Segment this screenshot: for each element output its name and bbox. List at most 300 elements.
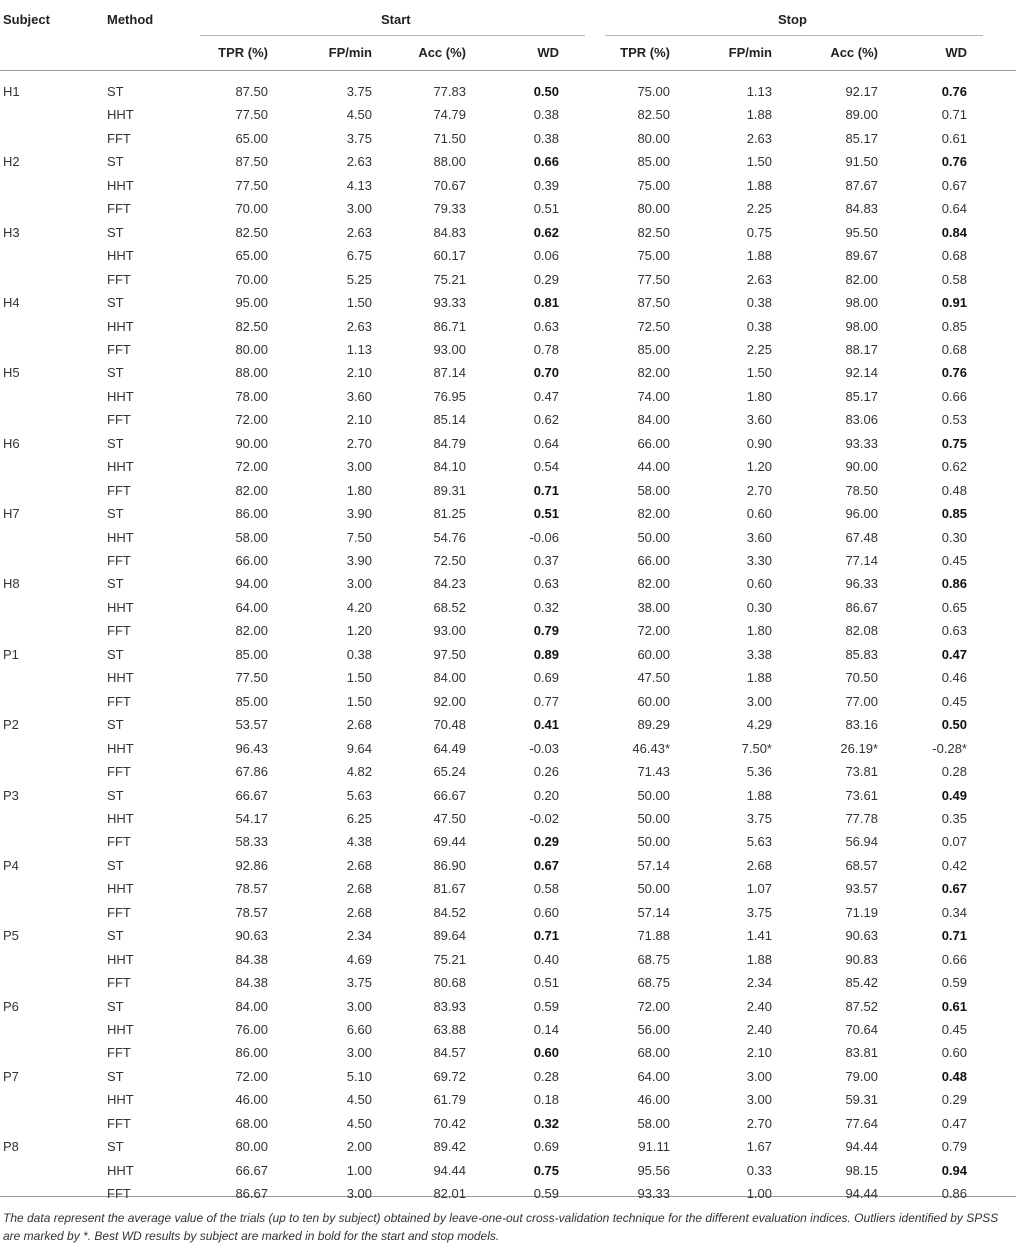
value-cell: 2.63 [746,272,772,287]
value-cell: 66.00 [235,553,268,568]
value-cell: 0.38 [533,131,559,146]
value-cell: 90.83 [845,952,878,967]
value-cell: 0.79 [941,1139,967,1154]
subheader-tpr-start: TPR (%) [218,45,268,60]
value-cell: 0.59 [941,975,967,990]
value-cell: 0.48 [941,1069,967,1084]
value-cell: 0.67 [533,858,559,873]
value-cell: 6.25 [346,811,372,826]
value-cell: 2.40 [746,999,772,1014]
value-cell: 3.75 [346,131,372,146]
value-cell: 3.60 [746,530,772,545]
value-cell: 3.90 [346,553,372,568]
value-cell: 2.25 [746,201,772,216]
value-cell: 77.64 [845,1116,878,1131]
method-cell: ST [107,717,124,732]
subject-cell: P1 [3,647,19,662]
stop-group-rule [605,35,983,36]
value-cell: 78.00 [235,389,268,404]
value-cell: 1.88 [746,107,772,122]
value-cell: 86.67 [845,600,878,615]
value-cell: 86.67 [235,1186,268,1201]
value-cell: 3.38 [746,647,772,662]
value-cell: 85.14 [433,412,466,427]
value-cell: 0.40 [533,952,559,967]
value-cell: 92.17 [845,84,878,99]
value-cell: 3.00 [346,1045,372,1060]
value-cell: 85.17 [845,389,878,404]
value-cell: 93.33 [845,436,878,451]
value-cell: 0.85 [941,506,967,521]
value-cell: 0.60 [533,1045,559,1060]
value-cell: 95.00 [235,295,268,310]
method-cell: HHT [107,881,134,896]
table-footnote: The data represent the average value of the trials (up to ten by subject) obtained by leave-one-out cross-validation technique for the different evaluation indices. Outliers identified by SPSS are marked by *. Best WD results by subject are marked in bold for the start and stop models. [3,1211,999,1243]
method-cell: HHT [107,178,134,193]
value-cell: 0.68 [941,342,967,357]
value-cell: 0.32 [533,600,559,615]
value-cell: 77.50 [235,107,268,122]
value-cell: 0.37 [533,553,559,568]
value-cell: 3.00 [746,1092,772,1107]
value-cell: 3.75 [746,811,772,826]
value-cell: 5.25 [346,272,372,287]
value-cell: 0.90 [746,436,772,451]
value-cell: 93.33 [637,1186,670,1201]
value-cell: 1.88 [746,670,772,685]
value-cell: 82.50 [637,107,670,122]
value-cell: 5.63 [746,834,772,849]
value-cell: 0.58 [533,881,559,896]
value-cell: 1.20 [746,459,772,474]
method-cell: FFT [107,201,131,216]
value-cell: 93.00 [433,623,466,638]
value-cell: 3.00 [346,999,372,1014]
value-cell: 89.42 [433,1139,466,1154]
value-cell: 0.45 [941,553,967,568]
value-cell: 68.75 [637,952,670,967]
value-cell: 87.52 [845,999,878,1014]
value-cell: 93.33 [433,295,466,310]
value-cell: 1.50 [346,295,372,310]
value-cell: 77.78 [845,811,878,826]
subject-cell: P4 [3,858,19,873]
value-cell: 2.34 [746,975,772,990]
value-cell: 3.60 [746,412,772,427]
value-cell: 57.14 [637,905,670,920]
subject-cell: P8 [3,1139,19,1154]
value-cell: 76.95 [433,389,466,404]
method-cell: HHT [107,248,134,263]
value-cell: 0.60 [533,905,559,920]
header-bottom-rule [0,70,1016,71]
value-cell: 87.50 [637,295,670,310]
value-cell: 0.76 [941,365,967,380]
value-cell: 50.00 [637,881,670,896]
value-cell: 68.00 [637,1045,670,1060]
value-cell: 75.00 [637,178,670,193]
value-cell: -0.03 [529,741,559,756]
method-cell: FFT [107,834,131,849]
value-cell: 0.91 [941,295,967,310]
value-cell: -0.02 [529,811,559,826]
value-cell: 3.90 [346,506,372,521]
value-cell: 0.61 [941,131,967,146]
value-cell: 73.81 [845,764,878,779]
subheader-wd-stop: WD [945,45,967,60]
value-cell: 80.68 [433,975,466,990]
value-cell: 0.71 [533,483,559,498]
value-cell: 0.42 [941,858,967,873]
value-cell: 71.43 [637,764,670,779]
value-cell: 84.83 [845,201,878,216]
value-cell: 83.81 [845,1045,878,1060]
value-cell: 67.86 [235,764,268,779]
value-cell: 89.29 [637,717,670,732]
value-cell: 1.88 [746,952,772,967]
method-cell: HHT [107,459,134,474]
value-cell: 1.88 [746,178,772,193]
value-cell: 0.76 [941,84,967,99]
subject-cell: H1 [3,84,20,99]
value-cell: 85.00 [637,154,670,169]
value-cell: 77.14 [845,553,878,568]
subject-cell: P5 [3,928,19,943]
value-cell: 0.50 [533,84,559,99]
value-cell: 80.00 [637,131,670,146]
value-cell: 4.69 [346,952,372,967]
value-cell: 5.63 [346,788,372,803]
value-cell: 90.00 [845,459,878,474]
value-cell: 82.00 [235,623,268,638]
value-cell: 78.57 [235,881,268,896]
value-cell: 79.33 [433,201,466,216]
value-cell: 38.00 [637,600,670,615]
header-start: Start [381,12,411,27]
value-cell: 67.48 [845,530,878,545]
method-cell: FFT [107,1045,131,1060]
value-cell: 0.71 [941,107,967,122]
value-cell: 2.70 [746,1116,772,1131]
value-cell: 71.19 [845,905,878,920]
value-cell: 0.67 [941,881,967,896]
value-cell: 0.58 [941,272,967,287]
value-cell: 78.50 [845,483,878,498]
method-cell: ST [107,295,124,310]
value-cell: 64.00 [637,1069,670,1084]
value-cell: 86.71 [433,319,466,334]
value-cell: 70.67 [433,178,466,193]
value-cell: 1.07 [746,881,772,896]
value-cell: 71.88 [637,928,670,943]
method-cell: HHT [107,389,134,404]
value-cell: 0.18 [533,1092,559,1107]
value-cell: 3.75 [346,84,372,99]
value-cell: 75.00 [637,248,670,263]
value-cell: 68.75 [637,975,670,990]
value-cell: 66.67 [235,1163,268,1178]
value-cell: 94.44 [845,1139,878,1154]
method-cell: HHT [107,811,134,826]
value-cell: 2.40 [746,1022,772,1037]
value-cell: 4.50 [346,107,372,122]
subject-cell: H3 [3,225,20,240]
value-cell: 1.50 [746,154,772,169]
value-cell: 70.00 [235,201,268,216]
value-cell: 46.00 [235,1092,268,1107]
value-cell: 89.67 [845,248,878,263]
value-cell: 0.28 [941,764,967,779]
value-cell: 50.00 [637,811,670,826]
value-cell: 2.68 [346,717,372,732]
value-cell: 74.79 [433,107,466,122]
value-cell: 0.06 [533,248,559,263]
value-cell: 4.29 [746,717,772,732]
value-cell: 0.84 [941,225,967,240]
value-cell: 50.00 [637,834,670,849]
value-cell: 78.57 [235,905,268,920]
method-cell: HHT [107,530,134,545]
value-cell: 0.60 [746,576,772,591]
subheader-fpmin-stop: FP/min [728,45,772,60]
value-cell: 73.61 [845,788,878,803]
value-cell: 0.59 [533,999,559,1014]
method-cell: HHT [107,319,134,334]
value-cell: 58.00 [637,483,670,498]
method-cell: HHT [107,1163,134,1178]
value-cell: 0.85 [941,319,967,334]
value-cell: 0.66 [941,952,967,967]
value-cell: 0.29 [941,1092,967,1107]
value-cell: 64.00 [235,600,268,615]
value-cell: 84.79 [433,436,466,451]
subject-cell: H7 [3,506,20,521]
value-cell: 0.29 [533,272,559,287]
method-cell: ST [107,84,124,99]
method-cell: ST [107,225,124,240]
method-cell: ST [107,647,124,662]
value-cell: 0.48 [941,483,967,498]
value-cell: 80.00 [235,342,268,357]
value-cell: 85.00 [235,694,268,709]
value-cell: 94.44 [433,1163,466,1178]
value-cell: 68.00 [235,1116,268,1131]
value-cell: 95.56 [637,1163,670,1178]
value-cell: 0.75 [941,436,967,451]
subject-cell: P2 [3,717,19,732]
value-cell: 0.47 [941,1116,967,1131]
value-cell: 1.88 [746,788,772,803]
value-cell: 81.25 [433,506,466,521]
value-cell: 0.78 [533,342,559,357]
method-cell: ST [107,576,124,591]
value-cell: 97.50 [433,647,466,662]
value-cell: 2.10 [746,1045,772,1060]
value-cell: 1.20 [346,623,372,638]
value-cell: 2.70 [346,436,372,451]
value-cell: 82.00 [845,272,878,287]
value-cell: 77.00 [845,694,878,709]
value-cell: 89.00 [845,107,878,122]
value-cell: 66.00 [637,553,670,568]
method-cell: HHT [107,107,134,122]
value-cell: 1.67 [746,1139,772,1154]
value-cell: 72.00 [235,1069,268,1084]
value-cell: 98.15 [845,1163,878,1178]
value-cell: 4.50 [346,1092,372,1107]
method-cell: FFT [107,764,131,779]
value-cell: 1.50 [746,365,772,380]
value-cell: 0.70 [533,365,559,380]
value-cell: 9.64 [346,741,372,756]
value-cell: 61.79 [433,1092,466,1107]
value-cell: 0.61 [941,999,967,1014]
method-cell: ST [107,506,124,521]
value-cell: 2.63 [746,131,772,146]
value-cell: 2.68 [346,905,372,920]
method-cell: FFT [107,623,131,638]
value-cell: 0.69 [533,670,559,685]
value-cell: 82.50 [637,225,670,240]
value-cell: 70.48 [433,717,466,732]
value-cell: 0.30 [941,530,967,545]
value-cell: 84.23 [433,576,466,591]
value-cell: 88.00 [433,154,466,169]
value-cell: 85.00 [637,342,670,357]
value-cell: 84.83 [433,225,466,240]
value-cell: 93.57 [845,881,878,896]
value-cell: 4.38 [346,834,372,849]
value-cell: 3.00 [746,1069,772,1084]
value-cell: 0.63 [941,623,967,638]
value-cell: 82.00 [235,483,268,498]
value-cell: 72.00 [235,412,268,427]
value-cell: 5.36 [746,764,772,779]
value-cell: 2.10 [346,365,372,380]
method-cell: FFT [107,412,131,427]
value-cell: 95.50 [845,225,878,240]
value-cell: 0.49 [941,788,967,803]
value-cell: 1.13 [746,84,772,99]
value-cell: 70.00 [235,272,268,287]
value-cell: 60.00 [637,694,670,709]
value-cell: 84.10 [433,459,466,474]
subject-cell: P3 [3,788,19,803]
value-cell: 0.71 [533,928,559,943]
value-cell: 87.67 [845,178,878,193]
value-cell: 0.35 [941,811,967,826]
value-cell: 0.38 [746,295,772,310]
subject-cell: H8 [3,576,20,591]
value-cell: 1.80 [746,623,772,638]
method-cell: FFT [107,975,131,990]
value-cell: 0.47 [533,389,559,404]
value-cell: 1.00 [746,1186,772,1201]
method-cell: ST [107,999,124,1014]
value-cell: 0.50 [941,717,967,732]
value-cell: 0.81 [533,295,559,310]
method-cell: HHT [107,952,134,967]
value-cell: 82.08 [845,623,878,638]
value-cell: 0.46 [941,670,967,685]
value-cell: 75.21 [433,272,466,287]
value-cell: 66.67 [235,788,268,803]
method-cell: ST [107,365,124,380]
value-cell: 56.94 [845,834,878,849]
value-cell: 0.34 [941,905,967,920]
value-cell: 84.52 [433,905,466,920]
value-cell: 0.62 [533,412,559,427]
method-cell: ST [107,788,124,803]
method-cell: FFT [107,694,131,709]
value-cell: 0.51 [533,975,559,990]
value-cell: -0.06 [529,530,559,545]
value-cell: 80.00 [637,201,670,216]
value-cell: 0.63 [533,319,559,334]
value-cell: 0.79 [533,623,559,638]
value-cell: 1.50 [346,694,372,709]
value-cell: 84.00 [637,412,670,427]
header-stop: Stop [778,12,807,27]
value-cell: 88.00 [235,365,268,380]
value-cell: 1.88 [746,248,772,263]
header-subject: Subject [3,12,50,27]
value-cell: 0.33 [746,1163,772,1178]
value-cell: 0.86 [941,576,967,591]
value-cell: 84.57 [433,1045,466,1060]
value-cell: 50.00 [637,788,670,803]
value-cell: 0.41 [533,717,559,732]
value-cell: 1.41 [746,928,772,943]
value-cell: 0.45 [941,1022,967,1037]
method-cell: FFT [107,131,131,146]
value-cell: 0.75 [533,1163,559,1178]
value-cell: 1.80 [346,483,372,498]
value-cell: 1.50 [346,670,372,685]
method-cell: ST [107,436,124,451]
value-cell: 2.70 [746,483,772,498]
value-cell: 86.00 [235,1045,268,1060]
value-cell: 4.50 [346,1116,372,1131]
method-cell: HHT [107,741,134,756]
subheader-acc-start: Acc (%) [418,45,466,60]
value-cell: 26.19* [840,741,878,756]
value-cell: 0.63 [533,576,559,591]
value-cell: 3.75 [746,905,772,920]
method-cell: HHT [107,600,134,615]
value-cell: 90.00 [235,436,268,451]
value-cell: 53.57 [235,717,268,732]
value-cell: 70.50 [845,670,878,685]
value-cell: 85.42 [845,975,878,990]
value-cell: 0.32 [533,1116,559,1131]
start-group-rule [200,35,585,36]
value-cell: 92.00 [433,694,466,709]
value-cell: 46.00 [637,1092,670,1107]
value-cell: 58.33 [235,834,268,849]
value-cell: 0.29 [533,834,559,849]
value-cell: 77.50 [235,178,268,193]
value-cell: 3.00 [346,1186,372,1201]
value-cell: 74.00 [637,389,670,404]
value-cell: 68.52 [433,600,466,615]
value-cell: 0.26 [533,764,559,779]
value-cell: 60.17 [433,248,466,263]
value-cell: 0.60 [746,506,772,521]
value-cell: 72.00 [637,999,670,1014]
value-cell: 66.67 [433,788,466,803]
value-cell: 4.13 [346,178,372,193]
